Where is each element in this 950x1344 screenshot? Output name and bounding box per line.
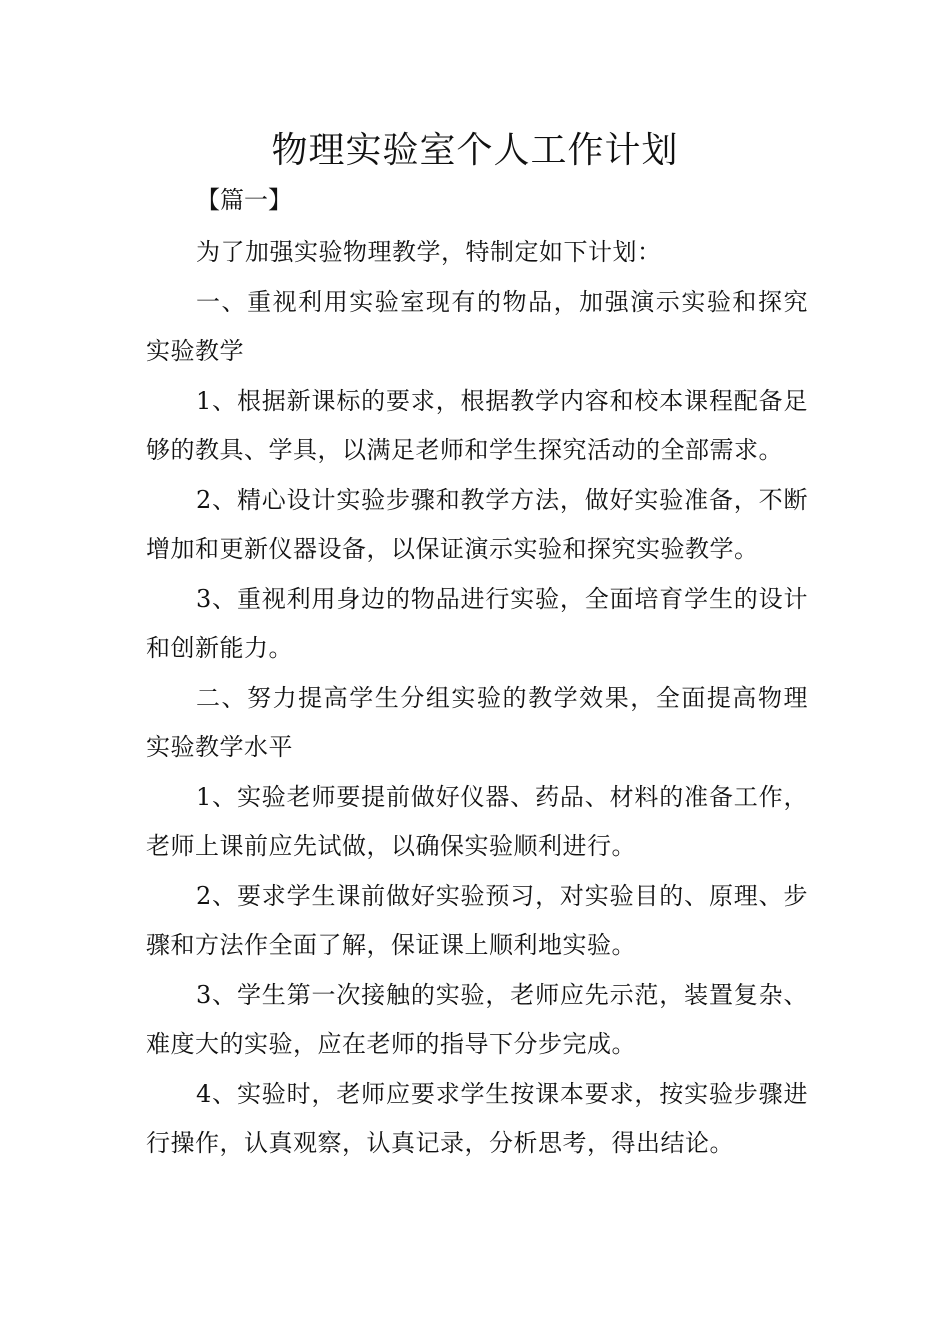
paragraph: 3、学生第一次接触的实验，老师应先示范，装置复杂、难度大的实验，应在老师的指导下分步完成。: [146, 980, 808, 1058]
paragraph: 1、根据新课标的要求，根据教学内容和校本课程配备足够的教具、学具，以满足老师和学生探究活动的全部需求。: [146, 386, 808, 464]
document-body: [146, 228, 808, 1169]
paragraph: 3、重视利用身边的物品进行实验，全面培育学生的设计和创新能力。: [146, 584, 808, 662]
paragraph: 一、重视利用实验室现有的物品，加强演示实验和探究实验教学: [146, 287, 808, 365]
paragraph: 2、精心设计实验步骤和教学方法，做好实验准备，不断增加和更新仪器设备，以保证演示实验和探究实验教学。: [146, 485, 808, 563]
paragraph: 4、实验时，老师应要求学生按课本要求，按实验步骤进行操作，认真观察，认真记录，分析思考，得出结论。: [146, 1079, 808, 1157]
paragraph: 1、实验老师要提前做好仪器、药品、材料的准备工作，老师上课前应先试做，以确保实验顺利进行。: [146, 782, 808, 860]
document-title: 物理实验室个人工作计划: [271, 130, 679, 171]
paragraph: 2、要求学生课前做好实验预习，对实验目的、原理、步骤和方法作全面了解，保证课上顺利地实验。: [146, 881, 808, 959]
paragraph: 为了加强实验物理教学，特制定如下计划：: [196, 238, 662, 266]
section-label: 【篇一】: [196, 186, 292, 214]
paragraph: 二、努力提高学生分组实验的教学效果，全面提高物理实验教学水平: [146, 683, 808, 761]
